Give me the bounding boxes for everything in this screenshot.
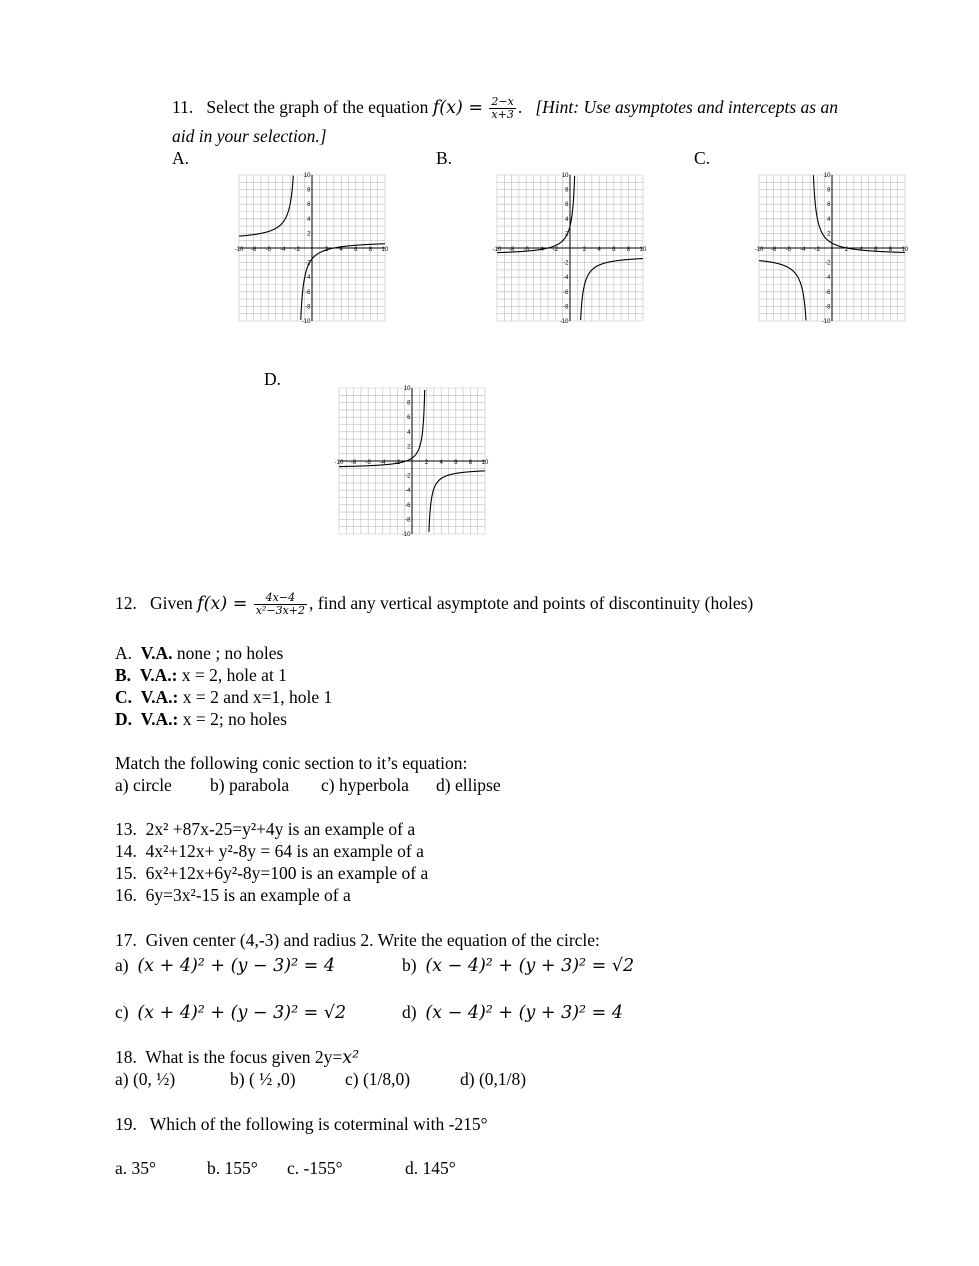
q12-option-c[interactable]: [115, 686, 332, 708]
graph-b[interactable]: [490, 170, 648, 330]
q17-option-b[interactable]: [402, 954, 634, 977]
y-tick-label: -2: [305, 260, 311, 267]
x-tick-label: -4: [280, 247, 286, 253]
x-tick-label: -2: [552, 247, 559, 253]
y-tick-label: 2: [565, 231, 569, 238]
q16-text: 6y=3x²-15 is an example of a: [145, 885, 351, 905]
y-tick-label: 8: [307, 187, 311, 194]
x-tick-label: -8: [770, 247, 777, 253]
q12-option-d-letter: D.: [115, 709, 133, 729]
x-tick-label: -2: [294, 247, 301, 253]
y-tick-label: -6: [305, 289, 311, 296]
y-tick-label: -6: [825, 289, 831, 296]
q18-option-d[interactable]: d) (0,1/8): [460, 1069, 527, 1089]
curve-branch-2: [429, 471, 485, 532]
q12-option-b-text: x = 2, hole at 1: [177, 665, 287, 685]
x-tick-label: 10: [639, 247, 647, 253]
q17-option-a[interactable]: [115, 954, 335, 977]
q12-line: [115, 589, 753, 618]
x-tick-label: 4: [339, 247, 343, 253]
x-tick-label: 10: [901, 247, 909, 253]
q11-label-b: B.: [436, 148, 453, 168]
q19-text: Which of the following is coterminal with -215°: [149, 1114, 488, 1134]
q17-line: [115, 929, 600, 951]
q11-prompt: Select the graph of the equation: [206, 97, 429, 117]
curve-branch-1: [239, 176, 293, 237]
q14-text: 4x²+12x+ y²-8y = 64 is an example of a: [145, 841, 424, 861]
q18-number: 18.: [115, 1047, 137, 1067]
y-tick-label: 10: [403, 386, 411, 392]
y-tick-label: 6: [565, 202, 569, 209]
q11-line2: [172, 125, 327, 147]
q11-period: .: [517, 97, 523, 117]
y-tick-label: -2: [405, 473, 411, 480]
x-tick-label: -4: [538, 247, 544, 253]
y-tick-label: -4: [305, 275, 311, 282]
match-heading: Match the following conic section to it’s equation:: [115, 753, 468, 773]
x-tick-label: -8: [250, 247, 257, 253]
q15-text: 6x²+12x+6y²-8y=100 is an example of a: [145, 863, 429, 883]
q12-option-c-letter: C.: [115, 687, 133, 707]
q18-text: What is the focus given 2y=: [145, 1047, 343, 1067]
q19-line: [115, 1113, 488, 1135]
y-tick-label: -2: [563, 260, 569, 267]
x-tick-label: 4: [597, 247, 601, 253]
q18-eq: x²: [342, 1048, 360, 1068]
q17-option-d-letter: d): [402, 1002, 417, 1022]
q11-number: 11.: [172, 97, 194, 117]
q19-option-b[interactable]: b. 155°: [207, 1158, 258, 1178]
x-tick-label: 2: [424, 460, 429, 466]
x-tick-label: 8: [468, 460, 473, 466]
q17-option-a-letter: a): [115, 955, 129, 975]
x-tick-label: 8: [888, 247, 893, 253]
q11-label-c: C.: [694, 148, 711, 168]
x-tick-label: -2: [394, 460, 401, 466]
x-tick-label: 8: [368, 247, 373, 253]
x-tick-label: -10: [334, 460, 344, 466]
y-tick-label: -10: [559, 319, 569, 325]
q17-option-b-letter: b): [402, 955, 417, 975]
q12-option-c-text: x = 2 and x=1, hole 1: [178, 687, 333, 707]
x-tick-label: -4: [800, 247, 806, 253]
y-tick-label: -8: [825, 304, 831, 311]
x-tick-label: 4: [439, 460, 443, 466]
match-choice-b: b) parabola: [210, 775, 290, 795]
y-tick-label: -6: [405, 502, 411, 509]
q19-number: 19.: [115, 1114, 137, 1134]
y-tick-label: 8: [565, 187, 569, 194]
y-tick-label: 4: [307, 216, 311, 223]
q15-number: 15.: [115, 863, 137, 883]
x-tick-label: 6: [874, 247, 878, 253]
x-tick-label: -2: [814, 247, 821, 253]
match-choice-a: a) circle: [115, 775, 172, 795]
q12-option-b-letter: B.: [115, 665, 132, 685]
q12-rest: , find any vertical asymptote and points of discontinuity (holes): [309, 593, 754, 613]
graph-c[interactable]: [752, 170, 912, 330]
y-tick-label: -8: [405, 517, 411, 524]
q17-option-d[interactable]: [402, 1001, 623, 1024]
x-tick-label: -10: [234, 247, 244, 253]
q11-hint: [Hint: Use asymptotes and intercepts as an: [535, 97, 838, 117]
y-tick-label: 2: [307, 231, 311, 238]
x-tick-label: -10: [754, 247, 764, 253]
x-tick-label: 4: [859, 247, 863, 253]
y-tick-label: 8: [827, 187, 831, 194]
q18-option-c[interactable]: c) (1/8,0): [345, 1069, 411, 1089]
q17-option-c-letter: c): [115, 1002, 129, 1022]
q12-option-b-va: V.A.:: [139, 665, 178, 685]
x-tick-label: -6: [265, 247, 271, 253]
y-tick-label: 4: [565, 216, 569, 223]
q19-option-c[interactable]: c. -155°: [287, 1158, 343, 1178]
y-tick-label: 2: [827, 231, 831, 238]
y-tick-label: -8: [305, 304, 311, 311]
q12-denominator: x²−3x+2: [255, 604, 306, 618]
q12-numerator: 4x−4: [254, 592, 307, 605]
match-choice-d: d) ellipse: [436, 775, 501, 795]
x-tick-label: 8: [626, 247, 631, 253]
q12-option-d-va: V.A.:: [140, 709, 179, 729]
y-tick-label: -4: [563, 275, 569, 282]
x-tick-label: 2: [844, 247, 849, 253]
q12-option-a[interactable]: [115, 642, 283, 664]
y-tick-label: -8: [563, 304, 569, 311]
q12-fraction: [254, 592, 307, 617]
x-tick-label: 6: [612, 247, 616, 253]
q11-fx: f(x) =: [432, 98, 484, 118]
q16-number: 16.: [115, 885, 137, 905]
q12-given: Given: [150, 593, 193, 613]
y-tick-label: -2: [825, 260, 831, 267]
q11-line1: [172, 96, 838, 121]
q11-label-a: A.: [172, 148, 190, 168]
graph-a[interactable]: [232, 170, 394, 330]
q11-label-d: D.: [264, 369, 282, 389]
y-tick-label: 6: [827, 202, 831, 209]
x-tick-label: -6: [785, 247, 791, 253]
y-tick-label: -6: [563, 289, 569, 296]
y-tick-label: 4: [827, 216, 831, 223]
q17-text: Given center (4,-3) and radius 2. Write the equation of the circle:: [145, 930, 600, 950]
curve-branch-2: [581, 259, 643, 321]
x-tick-label: 10: [381, 247, 389, 253]
q12-number: 12.: [115, 593, 137, 613]
q19-option-d[interactable]: d. 145°: [405, 1158, 456, 1178]
x-tick-label: -8: [508, 247, 515, 253]
y-tick-label: -10: [301, 319, 311, 325]
q11-fraction: [489, 96, 515, 121]
x-tick-label: -10: [492, 247, 502, 253]
q13-text: 2x² +87x-25=y²+4y is an example of a: [145, 819, 416, 839]
q12-option-d[interactable]: [115, 708, 287, 730]
q15: [115, 862, 428, 884]
q17-option-d-eq: (x − 4)² + (y + 3)² = 4: [425, 1003, 623, 1023]
x-tick-label: 10: [481, 460, 489, 466]
y-tick-label: -4: [825, 275, 831, 282]
q13: [115, 818, 415, 840]
q12-option-a-text: none ; no holes: [172, 643, 284, 663]
y-tick-label: -10: [401, 532, 411, 538]
y-tick-label: 4: [407, 429, 411, 436]
q18-line: [115, 1046, 359, 1069]
x-tick-label: -6: [523, 247, 529, 253]
q18-option-b[interactable]: b) ( ½ ,0): [230, 1069, 296, 1089]
q16: [115, 884, 351, 906]
q14-number: 14.: [115, 841, 137, 861]
q13-number: 13.: [115, 819, 137, 839]
x-tick-label: -6: [365, 460, 371, 466]
x-tick-label: -8: [350, 460, 357, 466]
q11-numerator: 2−x: [491, 95, 514, 109]
q11-hint-cont: aid in your selection.]: [172, 126, 327, 146]
y-tick-label: 10: [823, 173, 831, 179]
q12-option-a-va: V.A.: [140, 643, 173, 663]
q12-option-d-text: x = 2; no holes: [178, 709, 287, 729]
q19-option-a[interactable]: a. 35°: [115, 1158, 157, 1178]
q17-option-c-eq: (x + 4)² + (y − 3)² = √2: [137, 1003, 347, 1023]
y-tick-label: 10: [561, 173, 569, 179]
y-tick-label: -4: [405, 488, 411, 495]
q18-option-a[interactable]: a) (0, ½): [115, 1069, 176, 1089]
y-tick-label: 8: [407, 400, 411, 407]
q17-option-a-eq: (x + 4)² + (y − 3)² = 4: [137, 956, 336, 976]
q12-option-a-letter: A.: [115, 643, 133, 663]
x-tick-label: 2: [582, 247, 587, 253]
x-tick-label: 6: [454, 460, 458, 466]
q17-option-b-eq: (x − 4)² + (y + 3)² = √2: [425, 956, 635, 976]
y-tick-label: 10: [303, 173, 311, 179]
q12-option-b[interactable]: [115, 664, 287, 686]
graph-d[interactable]: [332, 383, 492, 543]
q14: [115, 840, 424, 862]
q17-option-c[interactable]: [115, 1001, 346, 1024]
y-tick-label: -10: [821, 319, 831, 325]
match-choice-c: c) hyperbola: [321, 775, 409, 795]
q11-denominator: x+3: [491, 108, 514, 122]
x-tick-label: -4: [380, 460, 386, 466]
x-tick-label: 6: [354, 247, 358, 253]
q12-option-c-va: V.A.:: [140, 687, 179, 707]
q12-fx: f(x) =: [197, 594, 248, 614]
y-tick-label: 6: [407, 415, 411, 422]
q17-number: 17.: [115, 930, 137, 950]
y-tick-label: 6: [307, 202, 311, 209]
y-tick-label: 2: [407, 444, 411, 451]
x-tick-label: 2: [324, 247, 329, 253]
